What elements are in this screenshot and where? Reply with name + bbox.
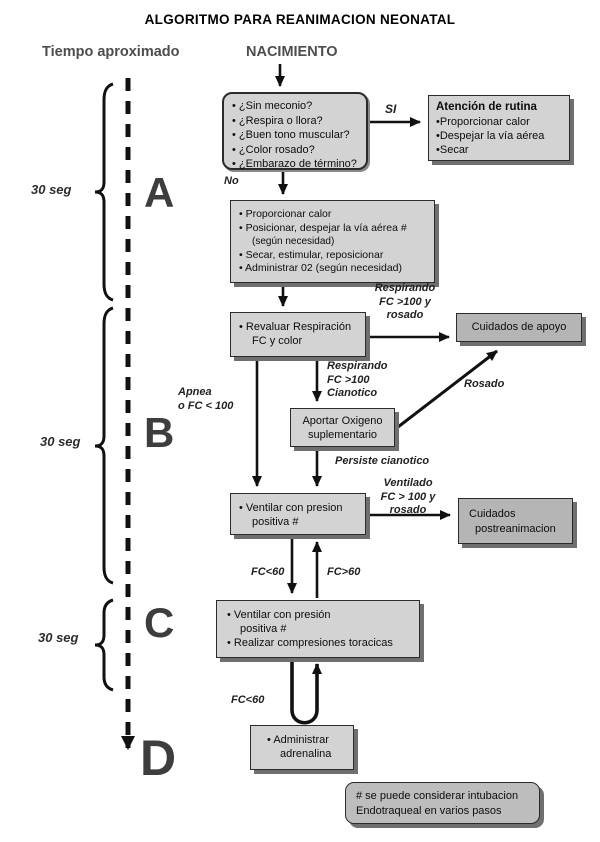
adrenalina-box <box>250 725 354 770</box>
adrenalina-line2: adrenalina <box>280 748 332 760</box>
revaluar-line1: • Revaluar Respiración <box>239 320 365 334</box>
ventilar-compresiones-box <box>216 600 420 658</box>
revaluar-box <box>230 312 366 357</box>
edge-label-no: No <box>224 175 239 187</box>
brace-c <box>95 600 113 690</box>
edge-label-si: SI <box>385 102 397 116</box>
compresiones-item2: • Realizar compresiones toracicas <box>227 636 419 650</box>
footnote-box <box>345 782 540 824</box>
atencion-rutina-box <box>428 95 570 161</box>
segment-time-b: 30 seg <box>40 434 81 449</box>
rutina-title: Atención de rutina <box>436 101 537 113</box>
edge-label-persiste-cianotico: Persiste cianotico <box>335 455 430 467</box>
estabilizacion-item: • Proporcionar calor <box>239 208 432 222</box>
edge-label-fc-menor-60-loop: FC<60 <box>231 694 265 706</box>
edge-label-ventilado: Ventilado FC > 100 y rosado <box>380 477 436 516</box>
oxigeno-line1: Aportar Oxigeno <box>302 415 383 427</box>
oxigeno-suplementario-box <box>290 408 395 447</box>
edge-label-rosado: Rosado <box>464 378 505 390</box>
segment-time-a: 30 seg <box>31 182 72 197</box>
adrenalina-line1: • Administrar <box>267 733 353 747</box>
page-title: ALGORITMO PARA REANIMACION NEONATAL <box>144 12 456 27</box>
segment-letter-b: B <box>144 409 175 456</box>
brace-a <box>95 84 113 300</box>
question-item: • ¿Buen tono muscular? <box>232 128 360 143</box>
postreanimacion-line1: Cuidados <box>469 508 516 520</box>
postreanimacion-line2: postreanimacion <box>475 523 556 535</box>
segment-letter-c: C <box>144 599 175 646</box>
estabilizacion-subnote: (según necesidad) <box>252 236 335 247</box>
edge-label-apnea: Apnea o FC < 100 <box>178 386 234 412</box>
question-item: • ¿Color rosado? <box>232 143 360 158</box>
edge-label-respirando-rosado: Respirando FC >100 y rosado <box>374 282 436 321</box>
start-label-nacimiento: NACIMIENTO <box>246 44 338 60</box>
edge-label-fc-menor-60: FC<60 <box>251 566 285 578</box>
estabilizacion-box <box>230 200 435 283</box>
segment-time-c: 30 seg <box>38 630 79 645</box>
edge-label-fc-mayor-60: FC>60 <box>327 566 361 578</box>
segment-letter-d: D <box>140 730 177 786</box>
footnote-line2: Endotraqueal en varios pasos <box>356 804 502 817</box>
question-item: • ¿Embarazo de término? <box>232 157 360 172</box>
cuidados-apoyo-box: Cuidados de apoyo <box>456 313 582 342</box>
compresiones-item1-line1: • Ventilar con presión <box>227 608 419 622</box>
segment-letter-a: A <box>144 169 175 216</box>
brace-b <box>95 308 113 583</box>
question-item: • ¿Sin meconio? <box>232 99 360 114</box>
time-column-header: Tiempo aproximado <box>42 44 180 60</box>
rutina-item: • Despejar la vía aérea <box>436 129 565 143</box>
ventilar-presion-positiva-box <box>230 493 366 535</box>
ventilar-line2: positiva # <box>252 516 299 528</box>
rutina-item: • Secar <box>436 143 565 157</box>
estabilizacion-item: • Administrar 02 (según necesidad) <box>239 262 432 276</box>
question-item: • ¿Respira o llora? <box>232 114 360 129</box>
ventilar-line1: • Ventilar con presion <box>239 501 365 515</box>
edge-label-respirando-cianotico: Respirando FC >100 Cianotico <box>327 360 388 399</box>
rutina-item: • Proporcionar calor <box>436 115 565 129</box>
arrow-adrenalina-loop <box>292 660 317 723</box>
estabilizacion-item: • Posicionar, despejar la vía aérea # <box>239 222 432 236</box>
initial-questions-box <box>222 92 368 170</box>
compresiones-item1-line2: positiva # <box>240 623 287 635</box>
estabilizacion-item: • Secar, estimular, reposicionar <box>239 249 432 263</box>
oxigeno-line2: suplementario <box>307 429 378 441</box>
cuidados-postreanimacion-box <box>458 498 573 544</box>
revaluar-line2: FC y color <box>252 335 303 347</box>
footnote-line1: # se puede considerar intubacion <box>356 790 519 802</box>
